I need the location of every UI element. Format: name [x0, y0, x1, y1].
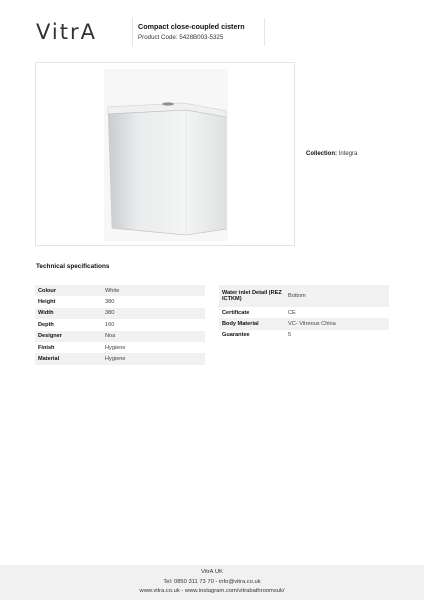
spec-value: White	[102, 285, 205, 296]
collection-info	[306, 151, 357, 157]
spec-key: Certificate	[222, 309, 250, 316]
product-title: Compact close-coupled cistern	[138, 22, 245, 31]
spec-key: Body Material	[219, 318, 285, 329]
spec-value: Noa	[102, 331, 205, 342]
spec-key: Height	[38, 299, 56, 306]
footer-web: www.vitra.co.uk - www.instagram.com/vitrabathroomsuk/	[139, 588, 285, 595]
spec-value: 160	[105, 321, 115, 328]
table-row	[35, 319, 205, 330]
spec-value: 5	[288, 332, 292, 339]
table-row	[219, 318, 389, 329]
collection-value: Integra	[338, 151, 358, 157]
spec-key: Material	[35, 353, 102, 364]
table-row	[219, 330, 389, 341]
product-code: Product Code: 5428B003-5325	[138, 34, 224, 41]
spec-value: 380	[105, 299, 115, 306]
specs-table-left	[35, 285, 205, 365]
spec-key: Colour	[35, 285, 102, 296]
table-row	[219, 307, 389, 318]
brand-logo: VitrA	[36, 20, 97, 44]
footer-company: VitrA UK	[201, 569, 223, 575]
table-row	[35, 353, 205, 364]
table-row	[219, 285, 389, 307]
product-image-frame	[35, 62, 295, 246]
specs-heading: Technical specifications	[36, 263, 110, 270]
spec-key: Depth	[38, 321, 54, 328]
cistern-image	[36, 63, 294, 245]
table-row	[35, 331, 205, 342]
table-row	[35, 308, 205, 319]
spec-value: Bottom	[285, 285, 389, 307]
collection-label: Collection:	[306, 151, 337, 157]
spec-value: Hygiene	[105, 344, 126, 351]
table-row	[35, 296, 205, 307]
specs-table-right	[219, 285, 389, 341]
page-footer	[0, 565, 424, 600]
spec-key: Finish	[38, 344, 55, 351]
spec-value: 380	[102, 308, 205, 319]
spec-key: Water inlet Detail (REZ ICTKM)	[219, 285, 285, 307]
spec-value: Hygiene	[102, 353, 205, 364]
table-row	[35, 285, 205, 296]
product-header	[132, 18, 265, 46]
spec-value: CE	[288, 309, 296, 316]
spec-key: Designer	[35, 331, 102, 342]
spec-value: VC- Vitreous China	[285, 318, 389, 329]
spec-key: Width	[35, 308, 102, 319]
table-row	[35, 342, 205, 353]
footer-contact: Tel: 0850 311 73 70 - info@vitra.co.uk	[163, 578, 261, 585]
spec-key: Guarantee	[222, 332, 250, 339]
